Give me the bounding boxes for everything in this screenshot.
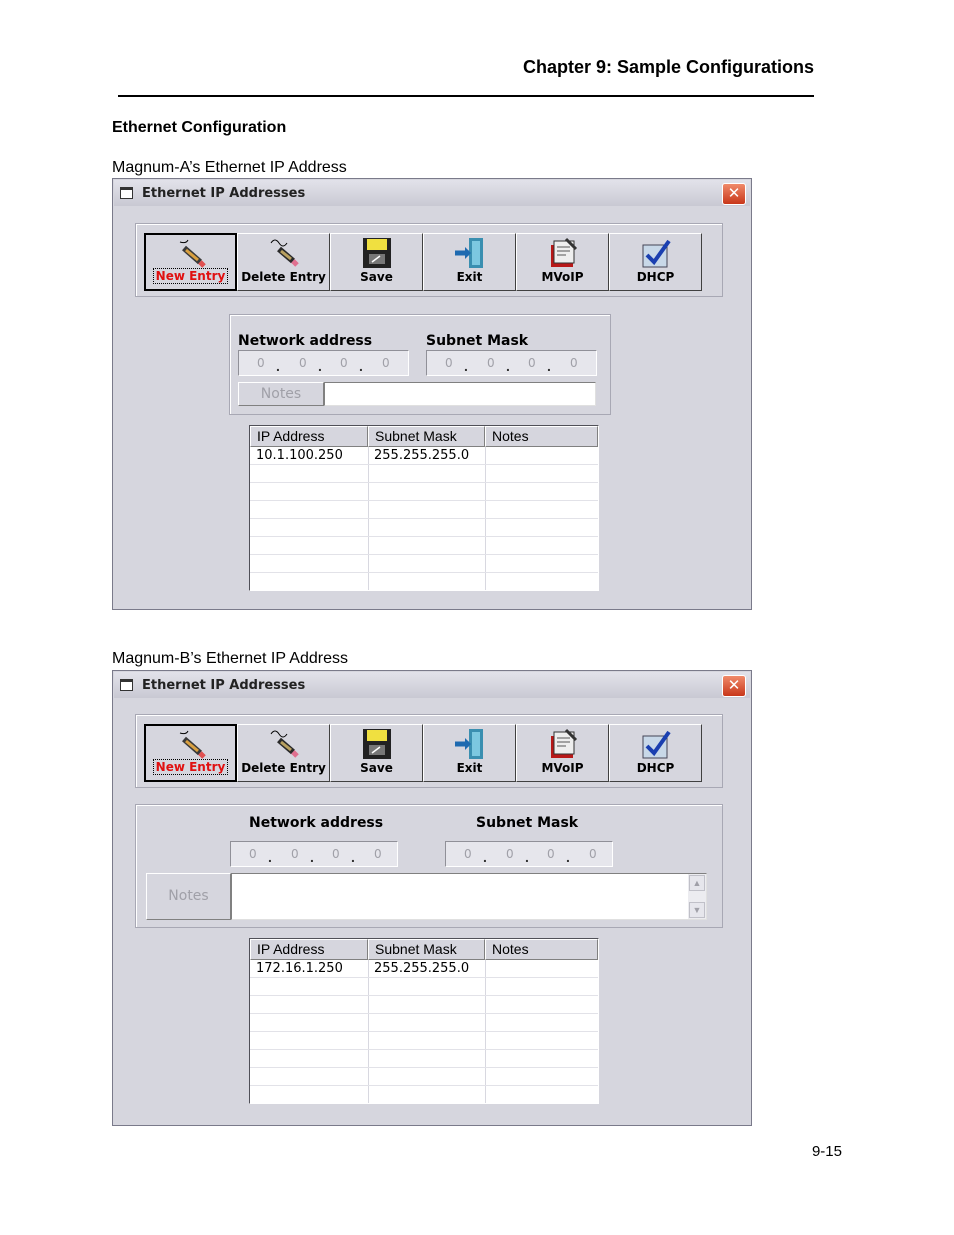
- new-entry-label: New Entry: [155, 760, 226, 774]
- octet-separator: .: [506, 358, 510, 374]
- ip-address-table[interactable]: [249, 938, 599, 1104]
- octet-separator: .: [566, 849, 570, 865]
- octet: 0: [299, 356, 307, 370]
- table-row-empty[interactable]: [250, 1050, 598, 1068]
- octet-separator: .: [351, 849, 355, 865]
- toolbar: [135, 223, 723, 297]
- ethernet-window-b: [112, 670, 752, 1126]
- octet: 0: [332, 847, 340, 861]
- dhcp-button[interactable]: [609, 233, 702, 291]
- dhcp-label: DHCP: [636, 761, 675, 775]
- table-row-empty[interactable]: [250, 537, 598, 555]
- dhcp-label: DHCP: [636, 270, 675, 284]
- octet: 0: [547, 847, 555, 861]
- save-button[interactable]: [330, 724, 423, 782]
- octet: 0: [374, 847, 382, 861]
- octet: 0: [506, 847, 514, 861]
- cell-ip-address: 10.1.100.250: [256, 448, 343, 463]
- notes-label: Notes: [146, 873, 231, 920]
- column-header-notes[interactable]: Notes: [485, 939, 598, 960]
- new-entry-button[interactable]: [144, 724, 237, 782]
- table-row[interactable]: [250, 960, 598, 978]
- pencil-icon: [174, 238, 208, 270]
- network-address-label: Network address: [249, 815, 384, 831]
- close-button[interactable]: ✕: [722, 183, 746, 205]
- octet: 0: [382, 356, 390, 370]
- table-row-empty[interactable]: [250, 978, 598, 996]
- mvoip-label: MVoIP: [541, 270, 584, 284]
- title-bar[interactable]: [114, 672, 750, 698]
- dhcp-button[interactable]: [609, 724, 702, 782]
- phone-book-icon: [546, 237, 580, 269]
- cell-ip-address: 172.16.1.250: [256, 961, 343, 976]
- cell-subnet-mask: 255.255.255.0: [374, 448, 470, 463]
- table-header: [250, 939, 598, 960]
- close-button[interactable]: ✕: [722, 675, 746, 697]
- window-icon: [120, 187, 133, 199]
- mvoip-label: MVoIP: [541, 761, 584, 775]
- notes-label: Notes: [238, 382, 324, 406]
- address-entry-group: [229, 314, 611, 415]
- octet-separator: .: [310, 849, 314, 865]
- ethernet-window-a: [112, 178, 752, 610]
- mvoip-button[interactable]: [516, 233, 609, 291]
- octet: 0: [528, 356, 536, 370]
- phone-book-icon: [546, 728, 580, 760]
- table-row-empty[interactable]: [250, 1032, 598, 1050]
- new-entry-button[interactable]: [144, 233, 237, 291]
- window-icon: [120, 679, 133, 691]
- table-row-empty[interactable]: [250, 573, 598, 591]
- exit-door-icon: [453, 728, 487, 760]
- cell-notes: [485, 447, 491, 464]
- table-row[interactable]: [250, 447, 598, 465]
- pencil-icon: [174, 729, 208, 761]
- octet-separator: .: [525, 849, 529, 865]
- network-address-label: Network address: [238, 333, 373, 349]
- subnet-mask-input[interactable]: [426, 350, 597, 376]
- toolbar: [135, 714, 723, 788]
- save-label: Save: [360, 761, 393, 775]
- caption-magnum-b: Magnum-B’s Ethernet IP Address: [112, 650, 348, 667]
- octet-separator: .: [318, 358, 322, 374]
- subnet-mask-label: Subnet Mask: [476, 815, 579, 831]
- floppy-disk-icon: [360, 728, 394, 760]
- octet: 0: [570, 356, 578, 370]
- column-header-ip-address[interactable]: IP Address: [250, 939, 368, 960]
- floppy-disk-icon: [360, 237, 394, 269]
- header-rule: [118, 95, 814, 97]
- column-header-subnet-mask[interactable]: Subnet Mask: [368, 426, 485, 447]
- table-row-empty[interactable]: [250, 996, 598, 1014]
- chapter-header: Chapter 9: Sample Configurations: [522, 57, 814, 77]
- octet: 0: [445, 356, 453, 370]
- octet: 0: [464, 847, 472, 861]
- scroll-down-arrow-icon[interactable]: ▼: [689, 902, 705, 918]
- column-header-ip-address[interactable]: IP Address: [250, 426, 368, 447]
- table-row-empty[interactable]: [250, 483, 598, 501]
- octet: 0: [589, 847, 597, 861]
- subnet-mask-input[interactable]: [445, 841, 613, 867]
- octet-separator: .: [547, 358, 551, 374]
- table-row-empty[interactable]: [250, 465, 598, 483]
- eraser-icon: [267, 237, 301, 269]
- table-header: [250, 426, 598, 447]
- octet: 0: [487, 356, 495, 370]
- scroll-up-arrow-icon[interactable]: ▲: [689, 875, 705, 891]
- exit-button[interactable]: [423, 233, 516, 291]
- delete-entry-button[interactable]: [237, 233, 330, 291]
- table-row-empty[interactable]: [250, 1014, 598, 1032]
- window-title: Ethernet IP Addresses: [142, 186, 306, 201]
- cell-subnet-mask: 255.255.255.0: [374, 961, 470, 976]
- delete-entry-button[interactable]: [237, 724, 330, 782]
- exit-label: Exit: [456, 270, 483, 284]
- title-bar[interactable]: [114, 180, 750, 206]
- cell-notes: [485, 960, 491, 977]
- window-title: Ethernet IP Addresses: [142, 678, 306, 693]
- exit-button[interactable]: [423, 724, 516, 782]
- table-row-empty[interactable]: [250, 1068, 598, 1086]
- column-header-subnet-mask[interactable]: Subnet Mask: [368, 939, 485, 960]
- exit-label: Exit: [456, 761, 483, 775]
- page-number: 9-15: [811, 1143, 842, 1160]
- exit-door-icon: [453, 237, 487, 269]
- delete-entry-label: Delete Entry: [241, 270, 326, 284]
- octet-separator: .: [276, 358, 280, 374]
- table-row-empty[interactable]: [250, 501, 598, 519]
- save-button[interactable]: [330, 233, 423, 291]
- ip-address-table[interactable]: [249, 425, 599, 591]
- table-row-empty[interactable]: [250, 1086, 598, 1104]
- notes-input[interactable]: [324, 382, 596, 406]
- eraser-icon: [267, 728, 301, 760]
- octet: 0: [340, 356, 348, 370]
- octet-separator: .: [268, 849, 272, 865]
- octet-separator: .: [359, 358, 363, 374]
- address-entry-group: [135, 804, 723, 928]
- new-entry-label: New Entry: [155, 269, 226, 283]
- octet-separator: .: [483, 849, 487, 865]
- octet-separator: .: [464, 358, 468, 374]
- checkmark-icon: [639, 237, 673, 269]
- notes-scrollbar[interactable]: [688, 874, 706, 919]
- subnet-mask-label: Subnet Mask: [426, 333, 529, 349]
- save-label: Save: [360, 270, 393, 284]
- notes-textarea[interactable]: [231, 873, 707, 920]
- octet: 0: [257, 356, 265, 370]
- checkmark-icon: [639, 728, 673, 760]
- network-address-input[interactable]: [230, 841, 398, 867]
- octet: 0: [249, 847, 257, 861]
- octet: 0: [291, 847, 299, 861]
- section-title: Ethernet Configuration: [112, 119, 287, 136]
- network-address-input[interactable]: [238, 350, 409, 376]
- table-row-empty[interactable]: [250, 555, 598, 573]
- mvoip-button[interactable]: [516, 724, 609, 782]
- table-row-empty[interactable]: [250, 519, 598, 537]
- caption-magnum-a: Magnum-A’s Ethernet IP Address: [112, 159, 347, 176]
- delete-entry-label: Delete Entry: [241, 761, 326, 775]
- column-header-notes[interactable]: Notes: [485, 426, 598, 447]
